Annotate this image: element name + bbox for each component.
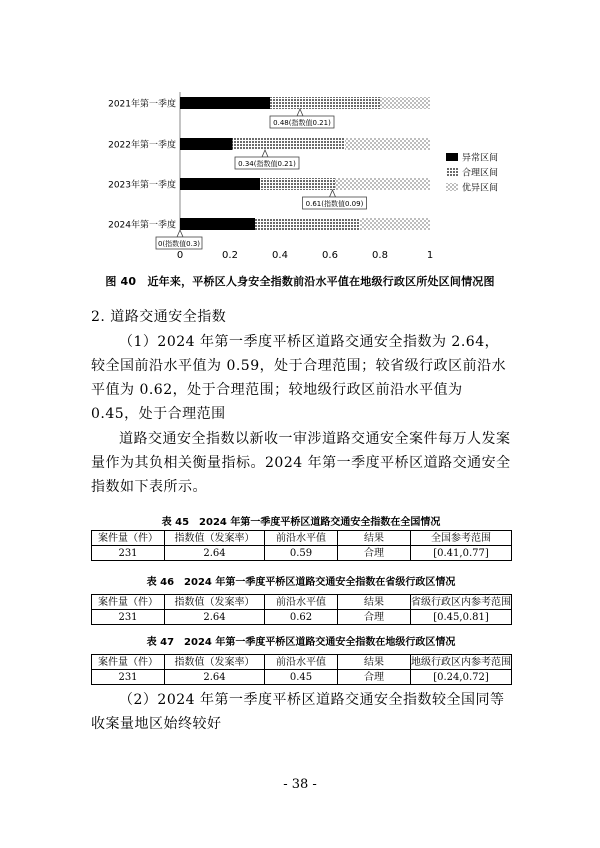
table-cell: [0.24,0.72] (411, 670, 512, 685)
header-cell: 前沿水平值 (265, 655, 338, 670)
bar-segment (180, 97, 270, 109)
table-cell: 231 (92, 546, 165, 561)
table-cell: 合理 (338, 546, 411, 561)
paragraph-1: （1）2024 年第一季度平桥区道路交通安全指数为 2.64，较全国前沿水平值为 0.59，处于合理范围；较省级行政区前沿水平值为 0.62，处于合理范围；较地级行政区前沿水平值为 0.45，处于合理范围 (91, 334, 507, 422)
callout-pointer (262, 150, 268, 157)
legend-entry: 合理区间 (462, 168, 499, 179)
x-tick-label: 0.4 (272, 250, 288, 261)
figure-caption: 图 40 近年来，平桥区人身安全指数前沿水平值在地级行政区所处区间情况图 (105, 275, 495, 288)
bar-segment (380, 97, 430, 109)
table-cell: [0.45,0.81] (411, 610, 512, 625)
header-cell: 案件量（件） (92, 595, 165, 610)
header-cell: 省级行政区内参考范围 (411, 596, 511, 608)
table-45 (91, 530, 512, 561)
bar-segment (255, 218, 360, 230)
annotation-label: 0.34(指数值0.21) (238, 160, 296, 168)
x-tick-label: 0.8 (372, 250, 388, 261)
header-cell: 结果 (338, 655, 411, 670)
header-cell: 案件量（件） (92, 531, 165, 546)
bar-segment (335, 178, 430, 190)
table-47-caption: 表 47 2024 年第一季度平桥区道路交通安全指数在地级行政区情况 (146, 637, 456, 648)
legend-entry: 优异区间 (462, 183, 499, 194)
header-cell: 指数值（发案率） (165, 655, 265, 670)
bar-segment (270, 97, 380, 109)
table-cell: 231 (92, 670, 165, 685)
bar-segment (180, 138, 233, 150)
legend-swatch (446, 153, 458, 161)
x-tick-label: 0 (176, 250, 184, 261)
callout-pointer (177, 230, 183, 237)
header-cell: 案件量（件） (92, 655, 165, 670)
x-tick-label: 0.6 (322, 250, 338, 261)
table-header-row (92, 595, 512, 610)
bar-segment (260, 178, 335, 190)
table-cell: [0.41,0.77] (411, 546, 512, 561)
x-tick-label: 1 (426, 250, 434, 261)
header-cell: 指数值（发案率） (165, 531, 265, 546)
table-row (92, 610, 512, 625)
paragraph-2: 道路交通安全指数以新收一审涉道路交通安全案件每万人发案量作为其负相关衡量指标。2024 年第一季度平桥区道路交通安全指数如下表所示。 (91, 431, 511, 495)
category-label: 2024年第一季度 (108, 220, 176, 231)
x-tick-label: 0.2 (222, 250, 238, 261)
table-cell: 0.45 (265, 670, 338, 685)
table-row (92, 546, 512, 561)
callout-pointer (297, 109, 303, 116)
table-47 (91, 654, 512, 685)
header-cell: 结果 (338, 595, 411, 610)
table-cell: 合理 (338, 670, 411, 685)
table-45-caption: 表 45 2024 年第一季度平桥区道路交通安全指数在全国情况 (161, 517, 441, 528)
section-heading: 2. 道路交通安全指数 (91, 309, 227, 325)
table-cell: 合理 (338, 610, 411, 625)
bar-segment (180, 218, 255, 230)
annotation-label: 0.48(指数值0.21) (273, 119, 331, 127)
category-label: 2022年第一季度 (108, 140, 176, 151)
bar-segment (233, 138, 346, 150)
bar-segment (180, 178, 260, 190)
header-cell: 前沿水平值 (265, 595, 338, 610)
table-46-caption: 表 46 2024 年第一季度平桥区道路交通安全指数在省级行政区情况 (146, 577, 456, 588)
table-46 (91, 594, 512, 625)
category-label: 2023年第一季度 (108, 180, 176, 191)
paragraph-3: （2）2024 年第一季度平桥区道路交通安全指数较全国同等收案量地区始终较好 (91, 692, 505, 732)
table-cell: 2.64 (165, 546, 265, 561)
legend-entry: 异常区间 (462, 153, 499, 164)
legend-swatch (446, 183, 458, 191)
table-cell: 0.62 (265, 610, 338, 625)
header-cell: 结果 (338, 531, 411, 546)
bar-segment (345, 138, 430, 150)
table-row (92, 670, 512, 685)
header-cell: 前沿水平值 (265, 531, 338, 546)
table-cell: 0.59 (265, 546, 338, 561)
table-header-row (92, 531, 512, 546)
header-cell: 指数值（发案率） (165, 595, 265, 610)
annotation-label: 0.61(指数值0.09) (305, 200, 364, 208)
header-cell: 地级行政区内参考范围 (411, 656, 511, 668)
page-number: - 38 - (283, 777, 317, 792)
bar-segment (360, 218, 430, 230)
annotation-label: 0(指数值0.3) (157, 240, 201, 248)
callout-pointer (330, 190, 336, 197)
legend-swatch (446, 168, 458, 176)
interval-chart (0, 0, 600, 270)
category-label: 2021年第一季度 (108, 99, 176, 110)
table-cell: 231 (92, 610, 165, 625)
table-cell: 2.64 (165, 610, 265, 625)
table-cell: 2.64 (165, 670, 265, 685)
table-header-row (92, 655, 512, 670)
header-cell: 全国参考范围 (411, 531, 512, 546)
